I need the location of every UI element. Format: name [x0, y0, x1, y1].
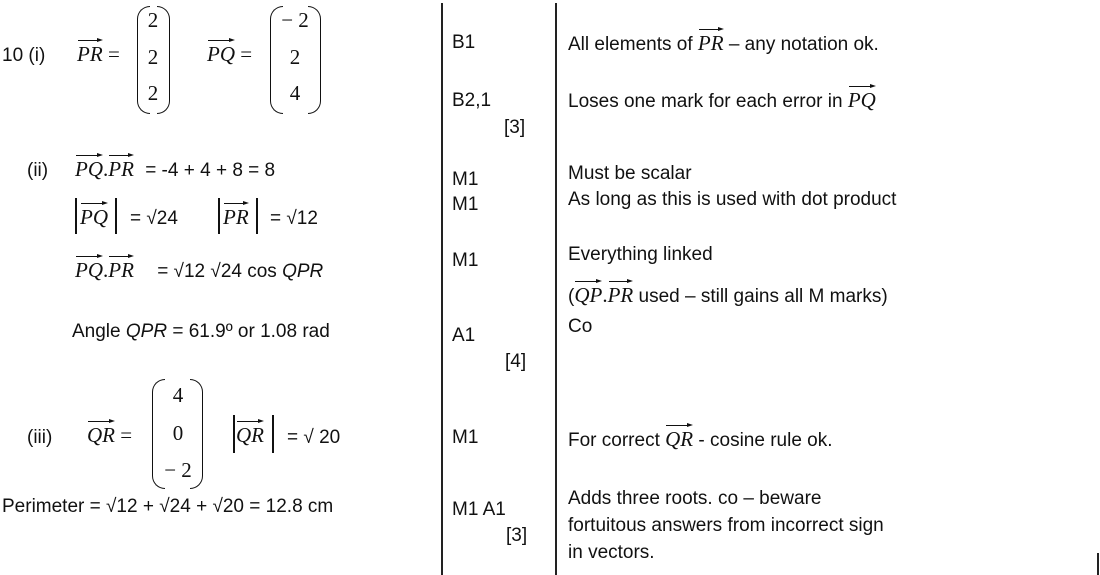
vector-qr: QR — [665, 429, 693, 450]
vector-arrow-icon — [665, 423, 693, 429]
mark-m1: M1 — [452, 250, 479, 271]
column-divider-left — [441, 3, 443, 575]
vector-arrow-icon — [608, 279, 634, 285]
qr-component-1: 4 — [172, 383, 184, 407]
abs-bar-icon — [115, 198, 117, 234]
guidance-line: Everything linked — [568, 244, 713, 265]
vector-pr: PR — [698, 33, 724, 54]
magnitude-qr — [236, 425, 264, 446]
vector-arrow-icon — [87, 419, 115, 425]
vector-arrow-icon — [108, 254, 134, 260]
vector-arrow-icon — [848, 84, 876, 90]
vector-pr: PR — [223, 207, 249, 228]
magnitude-pr-value: = √12 — [270, 208, 318, 229]
vector-arrow-icon — [75, 153, 103, 159]
pq-component-3: 4 — [289, 81, 301, 105]
vector-qr: QR — [87, 425, 115, 446]
pq-vector-expression — [207, 44, 252, 65]
guidance-line: fortuitous answers from incorrect sign — [568, 515, 884, 536]
magnitude-pq — [80, 207, 108, 228]
vector-arrow-icon — [236, 419, 264, 425]
abs-bar-icon — [233, 415, 235, 453]
vector-arrow-icon — [574, 279, 602, 285]
pr-vector-expression — [77, 44, 120, 65]
vector-arrow-icon — [108, 153, 134, 159]
vector-qr: QR — [236, 425, 264, 446]
vector-arrow-icon — [75, 254, 103, 260]
qr-vector-expression: QR = — [87, 425, 132, 446]
pq-component-1: − 2 — [281, 8, 309, 32]
vector-pq: PQ — [848, 90, 876, 111]
vector-pq: PQ — [80, 207, 108, 228]
mark-m1: M1 — [452, 169, 479, 190]
vector-arrow-icon — [698, 27, 724, 33]
pq-component-2: 2 — [289, 45, 301, 69]
mark-m1-a1: M1 A1 — [452, 499, 506, 520]
angle-name: QPR — [282, 261, 324, 282]
vector-arrow-icon — [80, 201, 108, 207]
dot-product-value: = -4 + 4 + 8 = 8 — [145, 160, 276, 181]
dot-product-line: PQ. PR = -4 + 4 + 8 = 8 — [75, 159, 275, 180]
pr-component-2: 2 — [147, 45, 159, 69]
guidance-line: Loses one mark for each error in PQ — [568, 90, 876, 111]
vector-pq: PQ — [75, 159, 103, 180]
guidance-line: As long as this is used with dot product — [568, 189, 897, 210]
perimeter-result: Perimeter = √12 + √24 + √20 = 12.8 cm — [2, 496, 334, 517]
pr-component-1: 2 — [147, 8, 159, 32]
cosine-formula-line: PQ. PR = √12 √24 cos QPR — [75, 260, 323, 281]
part-ii-label: (ii) — [27, 160, 49, 181]
guidance-line: For correct QR - cosine rule ok. — [568, 429, 833, 450]
guidance-line: Co — [568, 316, 593, 337]
vector-arrow-icon — [77, 38, 103, 44]
guidance-line: All elements of PR – any notation ok. — [568, 33, 879, 54]
pr-component-3: 2 — [147, 81, 159, 105]
abs-bar-icon — [256, 198, 258, 234]
mark-b21: B2,1 — [452, 90, 492, 111]
mark-m1: M1 — [452, 194, 479, 215]
guidance-line: in vectors. — [568, 542, 655, 563]
guidance-line: ( QP. PR used – still gains all M marks) — [568, 285, 888, 306]
magnitude-pr — [223, 207, 249, 228]
vector-pq: PQ — [75, 260, 103, 281]
vector-pr: PR — [108, 260, 134, 281]
qr-component-2: 0 — [172, 421, 184, 445]
mark-b1: B1 — [452, 32, 476, 53]
mark-total-i: [3] — [504, 117, 526, 138]
guidance-line: Must be scalar — [568, 163, 692, 184]
abs-bar-icon — [75, 198, 77, 234]
vector-pq: PQ — [207, 44, 235, 65]
vector-pr: PR — [77, 44, 103, 65]
column-divider-right — [555, 3, 557, 575]
question-label: 10 (i) — [2, 45, 46, 66]
mark-m1: M1 — [452, 427, 479, 448]
mark-total-ii: [4] — [505, 351, 527, 372]
equals-sign: = — [107, 42, 120, 66]
magnitude-pq-value: = √24 — [130, 208, 178, 229]
angle-result: Angle QPR = 61.9º or 1.08 rad — [72, 321, 330, 342]
vector-pr: PR — [108, 159, 134, 180]
magnitude-qr-value: = √ 20 — [287, 427, 341, 448]
part-iii-label: (iii) — [27, 427, 53, 448]
guidance-line: Adds three roots. co – beware — [568, 488, 822, 509]
vector-arrow-icon — [223, 201, 249, 207]
abs-bar-icon — [218, 198, 220, 234]
vector-qp: QP — [574, 285, 602, 306]
cursor-bar — [1097, 553, 1099, 575]
vector-arrow-icon — [207, 38, 235, 44]
vector-pr: PR — [608, 285, 634, 306]
qr-component-3: − 2 — [164, 458, 192, 482]
cosine-formula-rhs: = √12 √24 cos — [157, 261, 283, 282]
equals-sign: = — [240, 42, 253, 66]
abs-bar-icon — [272, 415, 274, 453]
mark-a1: A1 — [452, 325, 476, 346]
mark-total-iii: [3] — [506, 525, 528, 546]
